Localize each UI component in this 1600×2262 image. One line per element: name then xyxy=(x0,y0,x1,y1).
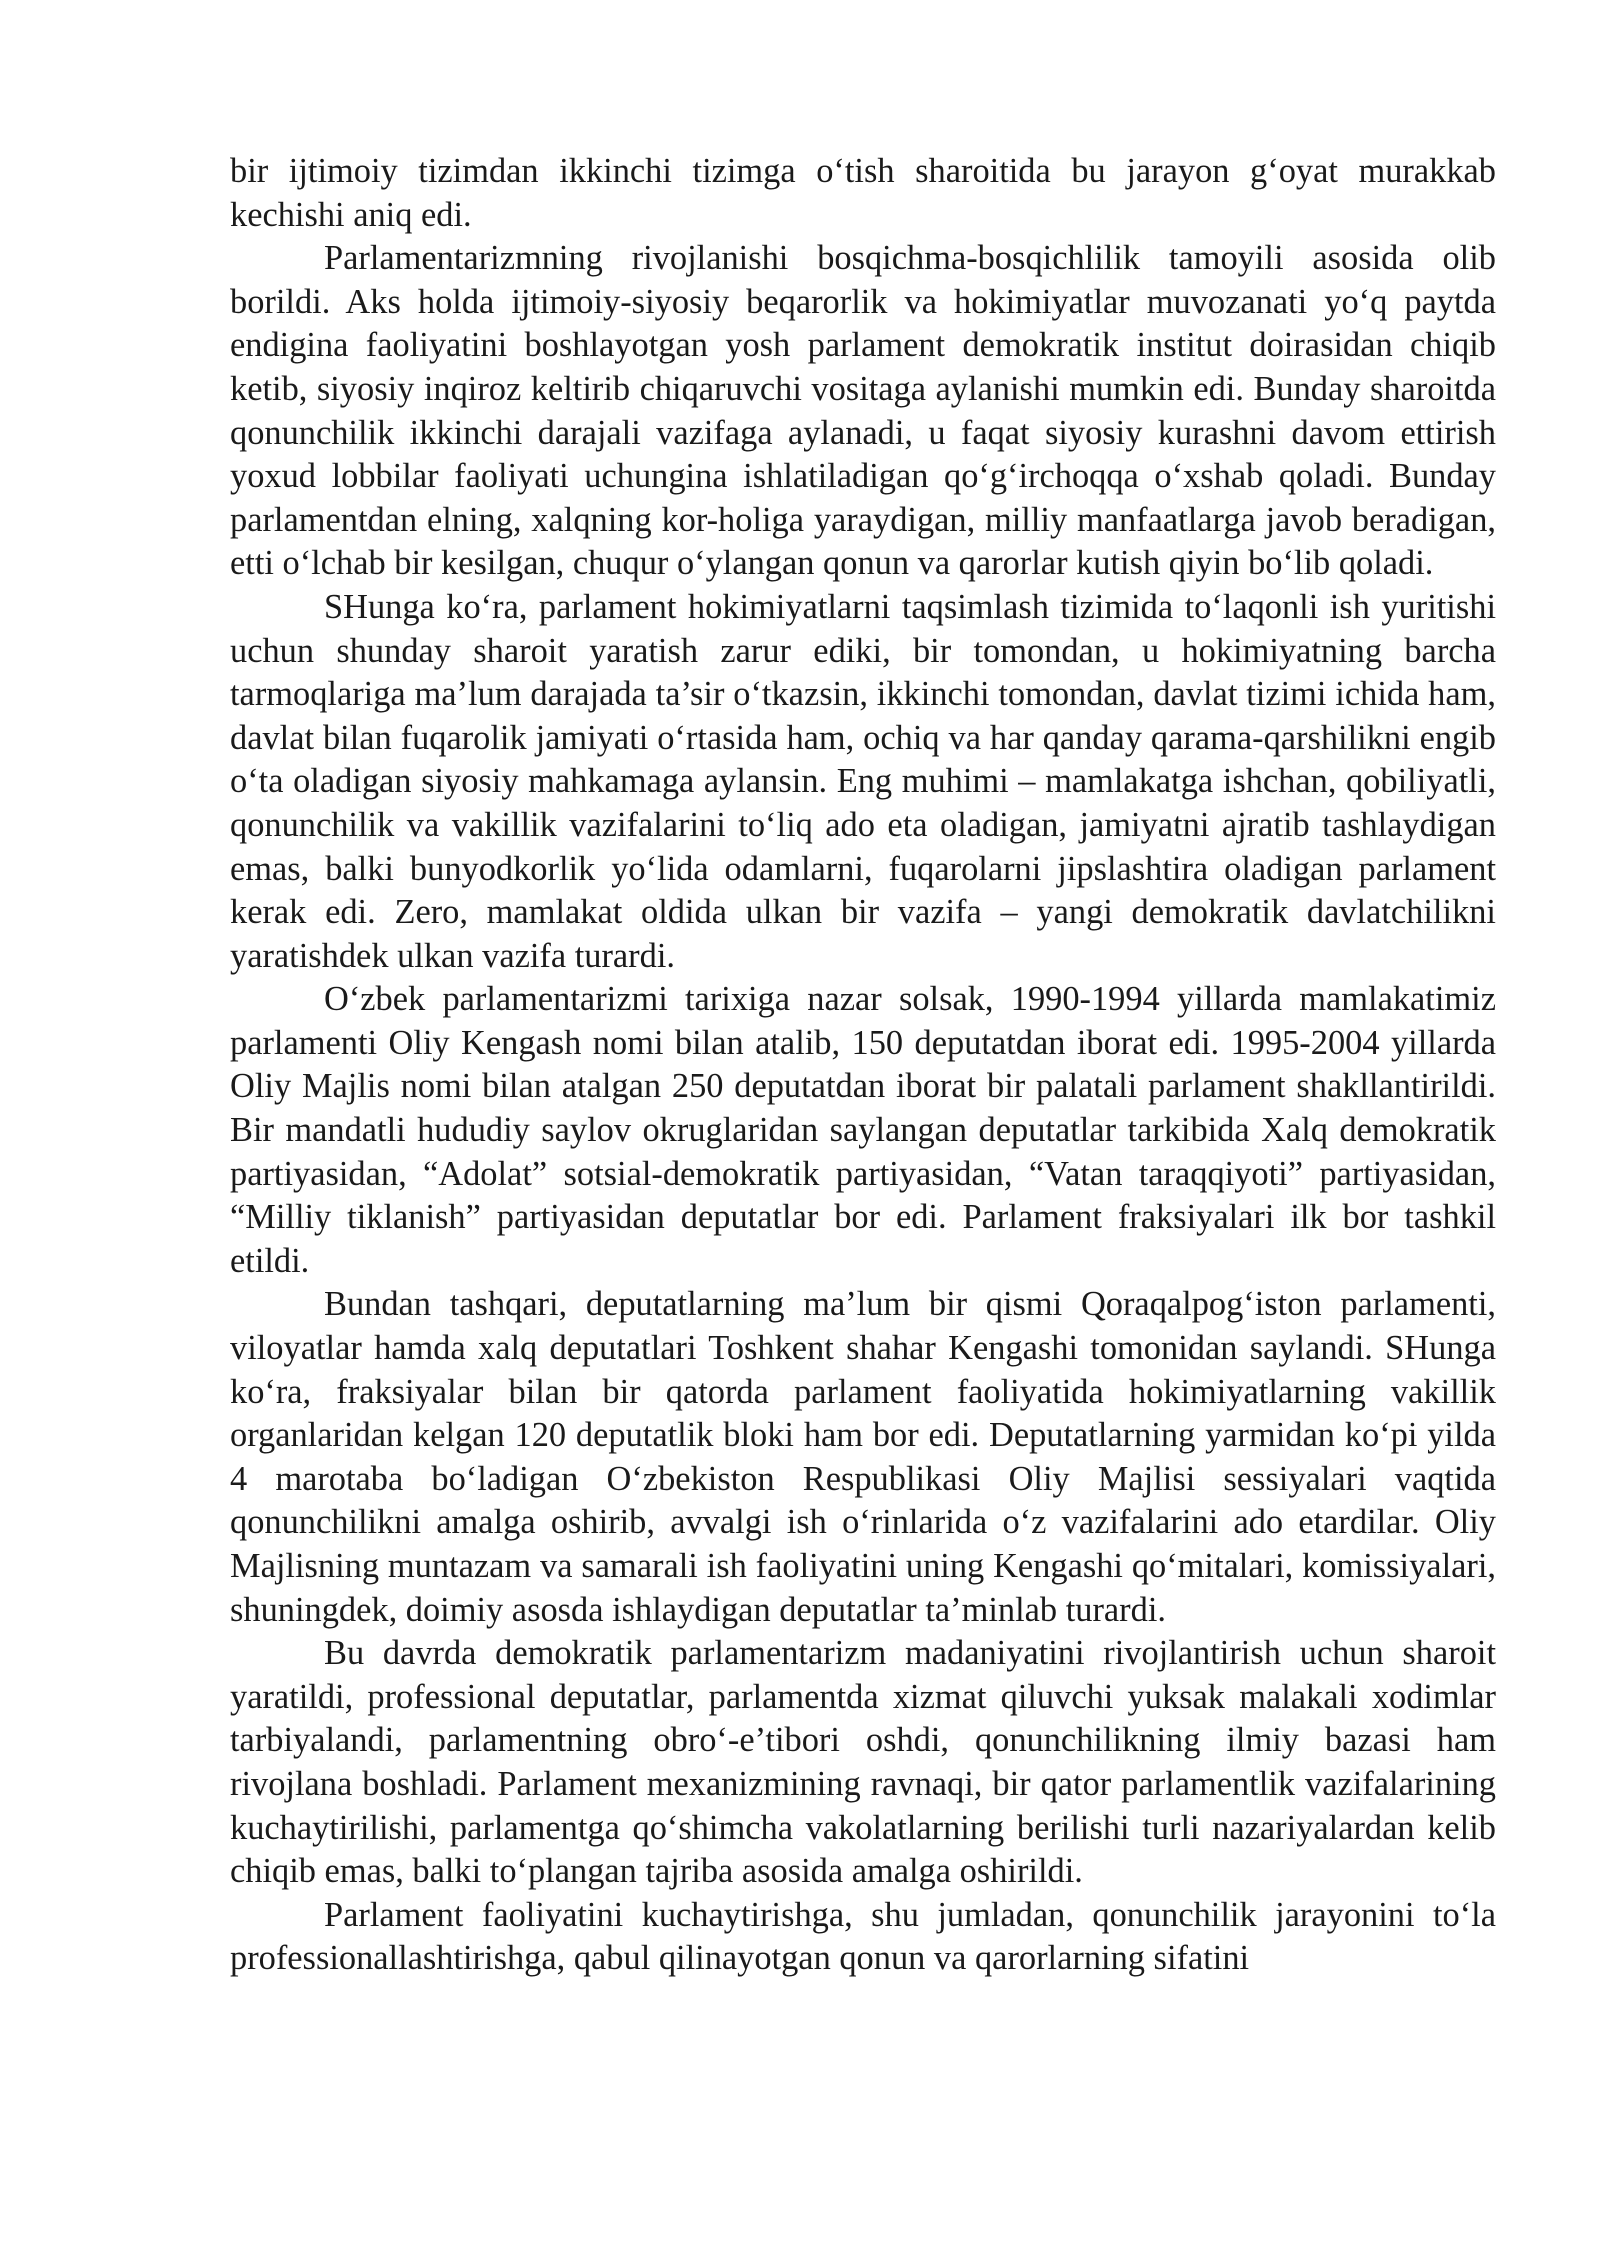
paragraph-2: Parlamentarizmning rivojlanishi bosqichma-bosqichlilik tamoyili asosida olib borildi. Aks holda ijtimoiy-siyosiy beqarorlik va hokimiyatlar muvozanati yo‘q paytda endigina faoliyatini boshlayotgan yosh parlament demokratik institut doirasidan chiqib ketib, siyosiy inqiroz keltirib chiqaruvchi vositaga aylanishi mumkin edi. Bunday sharoitda qonunchilik ikkinchi darajali vazifaga aylanadi, u faqat siyosiy kurashni davom ettirish yoxud lobbilar faoliyati uchungina ishlatiladigan qo‘g‘irchoqqa o‘xshab qoladi. Bunday parlamentdan elning, xalqning kor-holiga yaraydigan, milliy manfaatlarga javob beradigan, etti o‘lchab bir kesilgan, chuqur o‘ylangan qonun va qarorlar kutish qiyin bo‘lib qoladi. xyxy=(230,239,1496,583)
paragraph-6: Bu davrda demokratik parlamentarizm madaniyatini rivojlantirish uchun sharoit yaratildi, professional deputatlar, parlamentda xizmat qiluvchi yuksak malakali xodimlar tarbiyalandi, parlamentning obro‘-e’tibori oshdi, qonunchilikning ilmiy bazasi ham rivojlana boshladi. Parlament mexanizmining ravnaqi, bir qator parlamentlik vazifalarining kuchaytirilishi, parlamentga qo‘shimcha vakolatlarning berilishi turli nazariyalardan kelib chiqib emas, balki to‘plangan tajriba asosida amalga oshirildi. xyxy=(230,1634,1496,1891)
paragraph-5: Bundan tashqari, deputatlarning ma’lum bir qismi Qoraqalpog‘iston parlamenti, viloyatlar hamda xalq deputatlari Toshkent shahar Kengashi tomonidan saylandi. SHunga ko‘ra, fraksiyalar bilan bir qatorda parlament faoliyatida hokimiyatlarning vakillik organlaridan kelgan 120 deputatlik bloki ham bor edi. Deputatlarning yarmidan ko‘pi yilda 4 marotaba bo‘ladigan O‘zbekiston Respublikasi Oliy Majlisi sessiyalari vaqtida qonunchilikni amalga oshirib, avvalgi ish o‘rinlarida o‘z vazifalarini ado etardilar. Oliy Majlisning muntazam va samarali ish faoliyatini uning Kengashi qo‘mitalari, komissiyalari, shuningdek, doimiy asosda ishlaydigan deputatlar ta’minlab turardi. xyxy=(230,1285,1496,1629)
paragraph-3: SHunga ko‘ra, parlament hokimiyatlarni taqsimlash tizimida to‘laqonli ish yuritishi uchun shunday sharoit yaratish zarur ediki, bir tomondan, u hokimiyatning barcha tarmoqlariga ma’lum darajada ta’sir o‘tkazsin, ikkinchi tomondan, davlat tizimi ichida ham, davlat bilan fuqarolik jamiyati o‘rtasida ham, ochiq va har qanday qarama-qarshilikni engib o‘ta oladigan siyosiy mahkamaga aylansin. Eng muhimi – mamlakatga ishchan, qobiliyatli, qonunchilik va vakillik vazifalarini to‘liq ado eta oladigan, jamiyatni ajratib tashlaydigan emas, balki bunyodkorlik yo‘lida odamlarni, fuqarolarni jipslashtira oladigan parlament kerak edi. Zero, mamlakat oldida ulkan bir vazifa – yangi demokratik davlatchilikni yaratishdek ulkan vazifa turardi. xyxy=(230,587,1496,975)
paragraph-1: bir ijtimoiy tizimdan ikkinchi tizimga o‘tish sharoitida bu jarayon g‘oyat murakkab kechishi aniq edi. xyxy=(230,152,1496,234)
paragraph-7: Parlament faoliyatini kuchaytirishga, shu jumladan, qonunchilik jarayonini to‘la professionallashtirishga, qabul qilinayotgan qonun va qarorlarning sifatini xyxy=(230,1895,1496,1978)
paragraph-4: O‘zbek parlamentarizmi tarixiga nazar solsak, 1990-1994 yillarda mamlakatimiz parlamenti Oliy Kengash nomi bilan atalib, 150 deputatdan iborat edi. 1995-2004 yillarda Oliy Majlis nomi bilan atalgan 250 deputatdan iborat bir palatali parlament shakllantirildi. Bir mandatli hududiy saylov okruglaridan saylangan deputatlar tarkibida Xalq demokratik partiyasidan, “Adolat” sotsial-demokratik partiyasidan, “Vatan taraqqiyoti” partiyasidan, “Milliy tiklanish” partiyasidan deputatlar bor edi. Parlament fraksiyalari ilk bor tashkil etildi. xyxy=(230,980,1496,1280)
document-page xyxy=(230,150,1496,1981)
